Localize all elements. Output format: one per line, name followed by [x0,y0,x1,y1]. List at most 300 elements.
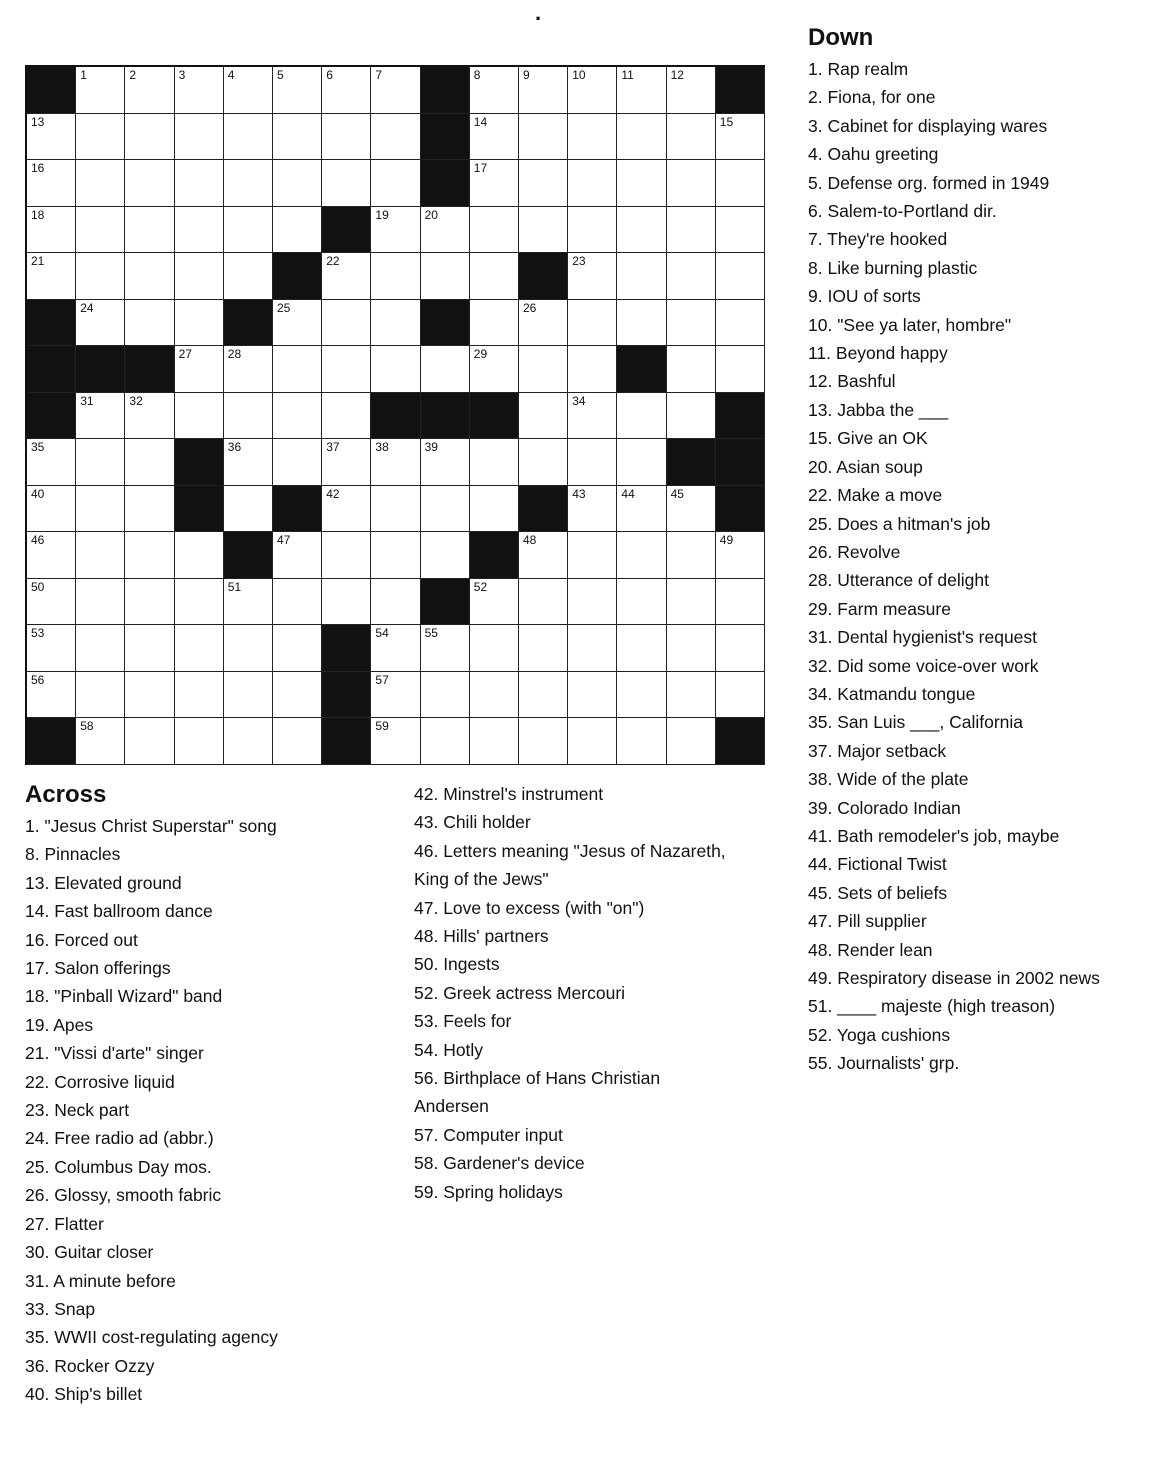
cell-number: 36 [227,440,242,455]
grid-block-cell [716,486,765,533]
grid-cell[interactable] [125,439,174,486]
grid-cell[interactable] [273,346,322,393]
grid-block-cell [273,253,322,300]
grid-cell[interactable] [175,718,224,765]
grid-cell[interactable] [470,486,519,533]
cell-number: 56 [31,672,45,687]
grid-block-cell [716,439,765,486]
grid-cell[interactable] [27,114,76,161]
cell-number: 38 [375,440,389,455]
grid-cell[interactable] [224,253,273,300]
grid-cell[interactable] [519,672,568,719]
grid-cell[interactable] [27,625,76,672]
grid-cell[interactable] [76,393,125,440]
grid-cell[interactable] [322,67,371,114]
across-clues-column-2 [414,780,774,1206]
cell-number: 12 [670,68,684,82]
grid-cell[interactable] [76,718,125,765]
grid-cell[interactable] [175,67,224,114]
clue-item: 45. Sets of beliefs [808,882,948,903]
grid-cell[interactable] [470,253,519,300]
grid-cell[interactable] [667,625,716,672]
clue-item: 29. Farm measure [808,598,951,619]
grid-cell[interactable] [421,625,470,672]
grid-cell[interactable] [568,579,617,626]
cell-number: 3 [178,68,186,82]
cell-number: 8 [473,68,481,82]
grid-cell[interactable] [716,579,765,626]
grid-cell[interactable] [175,579,224,626]
grid-cell[interactable] [224,718,273,765]
clue-item: 48. Render lean [808,939,933,960]
grid-cell[interactable] [322,253,371,300]
clue-item: King of the Jews" [414,869,549,890]
cell-number: 10 [572,68,586,82]
grid-cell[interactable] [716,672,765,719]
grid-block-cell [224,532,273,579]
grid-block-cell [519,253,568,300]
grid-cell[interactable] [125,207,174,254]
grid-cell[interactable] [470,439,519,486]
across-clues-column-1 [25,780,395,1409]
grid-cell[interactable] [519,393,568,440]
cell-number: 23 [572,254,586,269]
clue-item: 53. Feels for [414,1011,512,1032]
grid-cell[interactable] [667,207,716,254]
grid-cell[interactable] [667,160,716,207]
cell-number: 35 [31,440,45,455]
grid-cell[interactable] [470,346,519,393]
grid-cell[interactable] [667,532,716,579]
clue-item: 7. They're hooked [808,229,948,250]
grid-cell[interactable] [76,253,125,300]
grid-block-cell [716,67,765,114]
grid-cell[interactable] [125,718,174,765]
grid-cell[interactable] [125,672,174,719]
cell-number: 44 [621,486,635,501]
grid-cell[interactable] [175,532,224,579]
grid-cell[interactable] [273,160,322,207]
grid-cell[interactable] [568,207,617,254]
cell-number: 45 [670,486,684,501]
grid-cell[interactable] [224,346,273,393]
cell-number: 9 [523,68,530,82]
down-clue-list [808,55,1148,1078]
grid-block-cell [175,486,224,533]
grid-cell[interactable] [519,579,568,626]
grid-cell[interactable] [371,160,420,207]
cell-number: 29 [473,347,488,362]
grid-cell[interactable] [470,579,519,626]
grid-cell[interactable] [371,625,420,672]
grid-cell[interactable] [371,579,420,626]
clue-item: 8. Like burning plastic [808,257,978,278]
grid-cell[interactable] [371,672,420,719]
grid-cell[interactable] [617,718,666,765]
grid-cell[interactable] [617,67,666,114]
grid-cell[interactable] [617,253,666,300]
grid-block-cell [421,579,470,626]
grid-cell[interactable] [27,579,76,626]
grid-block-cell [421,67,470,114]
clue-item: 22. Make a move [808,485,943,506]
clue-item: 47. Pill supplier [808,911,927,932]
clue-item: 14. Fast ballroom dance [25,901,213,922]
grid-cell[interactable] [421,253,470,300]
grid-cell[interactable] [224,486,273,533]
grid-cell[interactable] [125,300,174,347]
grid-cell[interactable] [125,253,174,300]
grid-cell[interactable] [716,114,765,161]
down-clues-column [808,23,1148,1078]
clue-item: 20. Asian soup [808,456,923,477]
grid-cell[interactable] [175,253,224,300]
grid-cell[interactable] [224,114,273,161]
grid-cell[interactable] [273,67,322,114]
clue-item: 42. Minstrel's instrument [414,784,604,804]
grid-cell[interactable] [224,207,273,254]
down-heading: Down [808,24,874,51]
grid-cell[interactable] [667,718,716,765]
grid-cell[interactable] [568,486,617,533]
grid-block-cell [76,346,125,393]
grid-cell[interactable] [470,718,519,765]
grid-cell[interactable] [371,114,420,161]
grid-cell[interactable] [224,439,273,486]
clue-item: 55. Journalists' grp. [808,1053,960,1074]
grid-cell[interactable] [175,346,224,393]
grid-cell[interactable] [322,393,371,440]
grid-cell[interactable] [617,393,666,440]
grid-cell[interactable] [519,532,568,579]
grid-block-cell [421,300,470,347]
grid-cell[interactable] [568,160,617,207]
grid-cell[interactable] [224,579,273,626]
grid-cell[interactable] [568,718,617,765]
clue-item: 21. "Vissi d'arte" singer [25,1043,204,1064]
clue-item: 56. Birthplace of Hans Christian [414,1068,661,1089]
grid-cell[interactable] [617,625,666,672]
grid-cell[interactable] [175,672,224,719]
crossword-grid [25,65,765,765]
grid-cell[interactable] [371,207,420,254]
grid-cell[interactable] [667,486,716,533]
cell-number: 58 [80,719,94,734]
cell-number: 11 [621,68,634,82]
cell-number: 50 [31,579,45,594]
grid-cell[interactable] [273,393,322,440]
grid-cell[interactable] [617,160,666,207]
grid-cell[interactable] [76,207,125,254]
grid-block-cell [175,439,224,486]
grid-cell[interactable] [519,439,568,486]
grid-cell[interactable] [175,300,224,347]
cell-number: 52 [473,579,488,594]
grid-cell[interactable] [617,532,666,579]
cell-number: 47 [277,533,291,548]
grid-cell[interactable] [519,114,568,161]
grid-cell[interactable] [519,346,568,393]
grid-cell[interactable] [519,67,568,114]
grid-cell[interactable] [224,160,273,207]
clue-item: 1. Rap realm [808,59,909,79]
grid-cell[interactable] [568,672,617,719]
cell-number: 1 [80,68,87,82]
clue-item: 40. Ship's billet [25,1384,143,1405]
grid-cell[interactable] [322,486,371,533]
grid-cell[interactable] [125,67,174,114]
grid-cell[interactable] [273,439,322,486]
grid-cell[interactable] [224,625,273,672]
grid-cell[interactable] [617,114,666,161]
grid-cell[interactable] [224,67,273,114]
clue-item: 4. Oahu greeting [808,144,939,165]
grid-cell[interactable] [519,625,568,672]
cell-number: 2 [129,68,137,82]
grid-cell[interactable] [27,253,76,300]
grid-cell[interactable] [421,486,470,533]
grid-cell[interactable] [421,207,470,254]
grid-cell[interactable] [568,532,617,579]
grid-cell[interactable] [716,300,765,347]
clue-item: 18. "Pinball Wizard" band [25,986,223,1007]
grid-cell[interactable] [27,207,76,254]
grid-cell[interactable] [322,439,371,486]
grid-cell[interactable] [76,486,125,533]
clue-item: 48. Hills' partners [414,926,549,947]
cell-number: 48 [523,533,537,548]
grid-cell[interactable] [175,160,224,207]
grid-cell[interactable] [224,393,273,440]
grid-cell[interactable] [716,625,765,672]
grid-cell[interactable] [322,579,371,626]
grid-cell[interactable] [421,672,470,719]
clue-item: 31. Dental hygienist's request [808,627,1038,648]
grid-cell[interactable] [667,300,716,347]
clue-item: 52. Yoga cushions [808,1024,951,1045]
cell-number: 53 [31,626,45,641]
grid-cell[interactable] [716,346,765,393]
grid-cell[interactable] [322,346,371,393]
grid-cell[interactable] [322,114,371,161]
clue-item: 58. Gardener's device [414,1153,585,1174]
grid-cell[interactable] [667,346,716,393]
grid-cell[interactable] [470,300,519,347]
grid-cell[interactable] [568,625,617,672]
grid-cell[interactable] [568,346,617,393]
grid-cell[interactable] [175,625,224,672]
cell-number: 42 [326,486,340,501]
grid-cell[interactable] [568,393,617,440]
grid-cell[interactable] [519,160,568,207]
grid-cell[interactable] [470,672,519,719]
grid-cell[interactable] [519,207,568,254]
grid-cell[interactable] [371,486,420,533]
cell-number: 20 [424,207,438,222]
grid-block-cell [617,346,666,393]
grid-cell[interactable] [716,207,765,254]
grid-cell[interactable] [667,114,716,161]
grid-cell[interactable] [519,718,568,765]
clue-item: 33. Snap [25,1298,96,1319]
grid-cell[interactable] [371,532,420,579]
grid-cell[interactable] [273,718,322,765]
grid-cell[interactable] [273,625,322,672]
cell-number: 19 [375,207,389,222]
grid-cell[interactable] [421,532,470,579]
grid-cell[interactable] [76,625,125,672]
grid-cell[interactable] [716,160,765,207]
grid-block-cell [421,114,470,161]
clue-item: 34. Katmandu tongue [808,683,976,704]
grid-cell[interactable] [273,207,322,254]
grid-cell[interactable] [27,672,76,719]
grid-cell[interactable] [273,114,322,161]
across-heading: Across [25,781,107,808]
cell-number: 14 [473,114,488,129]
grid-cell[interactable] [568,439,617,486]
cell-number: 25 [277,300,291,315]
grid-cell[interactable] [371,439,420,486]
grid-cell[interactable] [617,672,666,719]
clue-item: 11. Beyond happy [808,343,948,364]
grid-block-cell [519,486,568,533]
cell-number: 40 [31,486,45,501]
grid-cell[interactable] [175,114,224,161]
clue-item: 26. Glossy, smooth fabric [25,1185,222,1206]
clue-item: 26. Revolve [808,541,901,562]
grid-cell[interactable] [76,300,125,347]
grid-cell[interactable] [27,486,76,533]
grid-cell[interactable] [617,439,666,486]
clue-item: 43. Chili holder [414,812,531,833]
grid-cell[interactable] [125,532,174,579]
grid-cell[interactable] [125,579,174,626]
grid-cell[interactable] [568,114,617,161]
grid-cell[interactable] [322,300,371,347]
grid-cell[interactable] [617,486,666,533]
grid-cell[interactable] [470,67,519,114]
grid-block-cell [322,207,371,254]
grid-cell[interactable] [371,300,420,347]
grid-cell[interactable] [617,207,666,254]
grid-cell[interactable] [667,253,716,300]
cell-number: 57 [375,672,389,687]
clue-item: 22. Corrosive liquid [25,1071,175,1092]
grid-block-cell [716,393,765,440]
grid-cell[interactable] [617,300,666,347]
grid-cell[interactable] [175,393,224,440]
clue-item: 39. Colorado Indian [808,797,961,818]
grid-cell[interactable] [125,625,174,672]
clue-item: 41. Bath remodeler's job, maybe [808,825,1060,846]
grid-cell[interactable] [273,532,322,579]
grid-cell[interactable] [568,300,617,347]
grid-cell[interactable] [421,718,470,765]
grid-cell[interactable] [716,532,765,579]
grid-cell[interactable] [371,253,420,300]
grid-cell[interactable] [273,300,322,347]
grid-cell[interactable] [224,672,273,719]
grid-cell[interactable] [27,532,76,579]
grid-block-cell [716,718,765,765]
grid-cell[interactable] [716,253,765,300]
grid-cell[interactable] [76,439,125,486]
grid-cell[interactable] [76,114,125,161]
cell-number: 6 [326,68,333,82]
grid-cell[interactable] [617,579,666,626]
clue-item: 13. Jabba the ___ [808,399,949,420]
clue-item: 38. Wide of the plate [808,769,969,790]
grid-cell[interactable] [76,532,125,579]
clue-item: 23. Neck part [25,1100,130,1121]
clue-item: 52. Greek actress Mercouri [414,982,626,1003]
grid-block-cell [322,625,371,672]
grid-cell[interactable] [125,486,174,533]
grid-cell[interactable] [470,625,519,672]
grid-cell[interactable] [273,579,322,626]
clue-item: 25. Columbus Day mos. [25,1156,212,1177]
grid-cell[interactable] [125,160,174,207]
clue-item: 30. Guitar closer [25,1242,154,1263]
clue-item: 5. Defense org. formed in 1949 [808,172,1050,193]
grid-cell[interactable] [371,718,420,765]
grid-cell[interactable] [470,114,519,161]
grid-cell[interactable] [519,300,568,347]
grid-block-cell [273,486,322,533]
grid-cell[interactable] [125,114,174,161]
clue-item: 9. IOU of sorts [808,286,921,307]
grid-cell[interactable] [76,67,125,114]
clue-item: 24. Free radio ad (abbr.) [25,1128,214,1149]
grid-cell[interactable] [175,207,224,254]
grid-block-cell [371,393,420,440]
cell-number: 16 [31,161,45,176]
grid-cell[interactable] [470,207,519,254]
cell-number: 55 [424,626,438,641]
grid-cell[interactable] [421,439,470,486]
grid-block-cell [27,393,76,440]
cell-number: 59 [375,719,389,734]
grid-cell[interactable] [667,579,716,626]
grid-cell[interactable] [568,67,617,114]
grid-cell[interactable] [27,160,76,207]
clue-item: 13. Elevated ground [25,872,182,893]
grid-cell[interactable] [470,160,519,207]
grid-cell[interactable] [667,393,716,440]
grid-cell[interactable] [273,672,322,719]
grid-cell[interactable] [27,439,76,486]
grid-cell[interactable] [322,532,371,579]
grid-block-cell [421,393,470,440]
grid-cell[interactable] [371,67,420,114]
grid-cell[interactable] [125,393,174,440]
grid-cell[interactable] [667,672,716,719]
grid-cell[interactable] [371,346,420,393]
grid-cell[interactable] [76,579,125,626]
grid-cell[interactable] [568,253,617,300]
grid-cell[interactable] [322,160,371,207]
grid-cell[interactable] [421,346,470,393]
clue-item: 6. Salem-to-Portland dir. [808,201,997,222]
clue-item: Andersen [414,1096,489,1117]
grid-cell[interactable] [667,67,716,114]
grid-cell[interactable] [76,160,125,207]
cell-number: 15 [719,114,734,129]
grid-cell[interactable] [76,672,125,719]
clue-item: 49. Respiratory disease in 2002 news [808,968,1100,988]
grid-block-cell [470,532,519,579]
